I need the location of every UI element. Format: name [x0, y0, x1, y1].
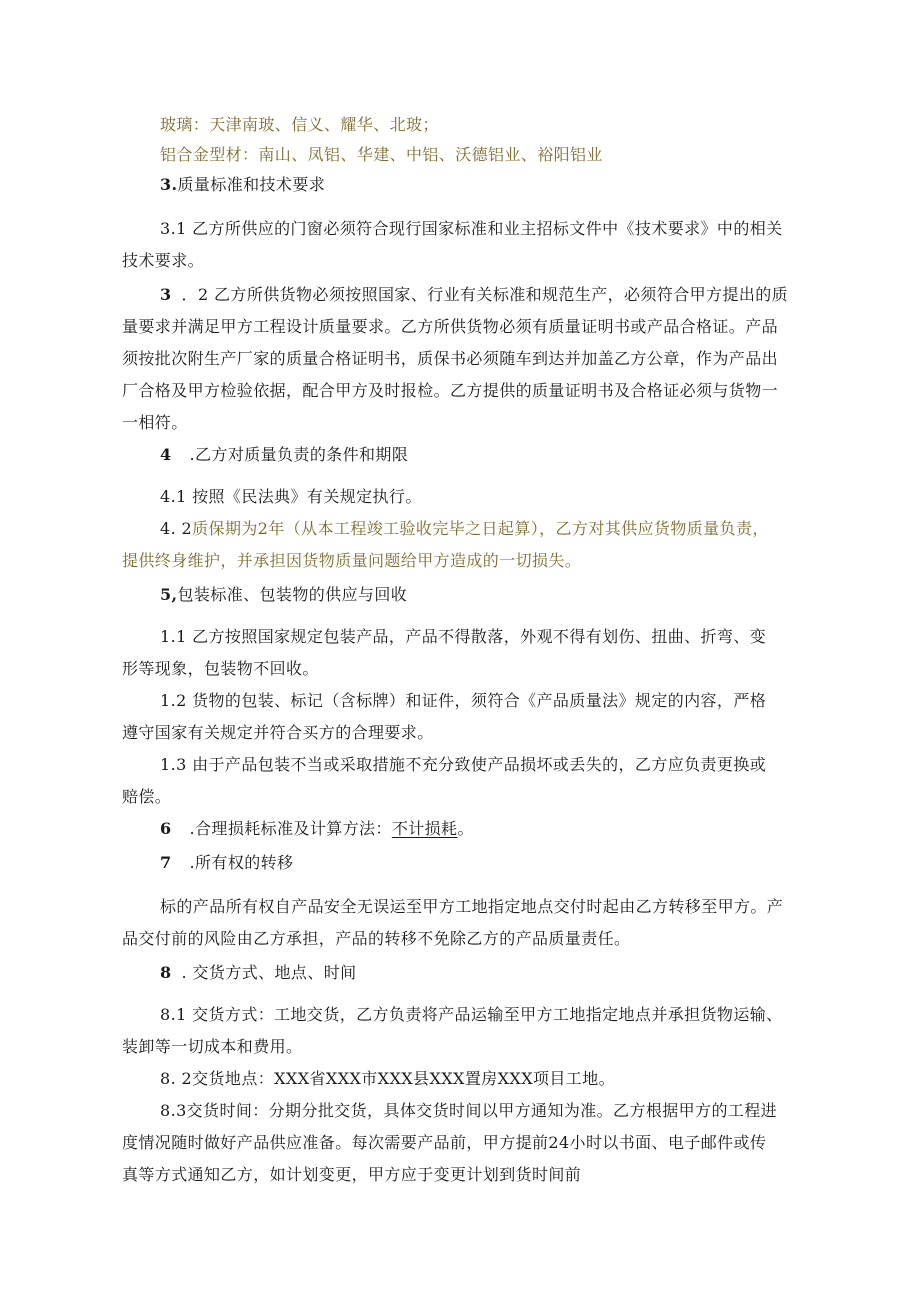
clause-4-2-line-1 — [160, 519, 769, 539]
clause-5-1-2-line-1: 1.2 货物的包装、标记（含标牌）和证件，须符合《产品质量法》规定的内容，严格 — [160, 691, 767, 710]
section-6-end: 。 — [457, 819, 474, 838]
clause-7-line-1: 标的产品所有权自产品安全无误运至甲方工地指定地点交付时起由乙方转移至甲方。产 — [160, 897, 784, 916]
section-3-title: 质量标准和技术要求 — [177, 175, 326, 194]
clause-8-3-line-2: 度情况随时做好产品供应准备。每次需要产品前，甲方提前24小时以书面、电子邮件或传 — [122, 1133, 767, 1152]
section-8-heading — [160, 963, 357, 983]
clause-5-1-2-line-2: 遵守国家有关规定并符合买方的合理要求。 — [122, 723, 434, 742]
section-7-title: .所有权的转移 — [189, 853, 294, 872]
clause-3-2-line-1 — [160, 285, 788, 305]
clause-5-1-3-line-1: 1.3 由于产品包装不当或采取措施不充分致使产品损坏或丢失的，乙方应负责更换或 — [160, 755, 767, 774]
section-4-title: .乙方对质量负责的条件和期限 — [189, 445, 409, 464]
glass-brands: 玻璃：天津南玻、信义、耀华、北玻； — [160, 115, 439, 134]
section-7-number: 7 — [160, 853, 172, 872]
clause-3-2-number: 3 — [160, 285, 172, 304]
clause-8-3-line-1: 8.3交货时间：分期分批交货，具体交货时间以甲方通知为准。乙方根据甲方的工程进 — [160, 1101, 778, 1120]
clause-7-line-2: 品交付前的风险由乙方承担，产品的转移不免除乙方的产品质量责任。 — [122, 929, 631, 948]
section-8-title: . 交货方式、地点、时间 — [181, 963, 357, 982]
clause-3-2-line-4: 厂合格及甲方检验依据，配合甲方及时报检。乙方提供的质量证明书及合格证必须与货物一 — [122, 381, 779, 400]
section-5-title: 包装标准、包装物的供应与回收 — [177, 585, 408, 604]
section-7-heading — [160, 853, 293, 873]
section-6-number: 6 — [160, 819, 172, 838]
clause-5-1-1-line-1: 1.1 乙方按照国家规定包装产品，产品不得散落，外观不得有划伤、扭曲、折弯、变 — [160, 627, 767, 646]
clause-3-2-line-3: 须按批次附生产厂家的质量合格证明书，质保书必须随车到达并加盖乙方公章，作为产品出 — [122, 349, 779, 368]
clause-8-1-line-1: 8.1 交货方式：工地交货，乙方负责将产品运输至甲方工地指定地点并承担货物运输、 — [160, 1005, 783, 1024]
clause-8-3-line-3: 真等方式通知乙方，如计划变更，甲方应于变更计划到货时间前 — [122, 1165, 582, 1184]
section-8-number: 8 — [160, 963, 172, 982]
section-6-title: .合理损耗标准及计算方法： — [189, 819, 392, 838]
clause-3-1-line-2: 技术要求。 — [122, 251, 205, 270]
section-3-heading — [160, 175, 325, 195]
loss-standard-value: 不计损耗 — [391, 819, 458, 838]
clause-3-2-line-5: 一相符。 — [122, 413, 188, 432]
clause-3-2-line-2: 量要求并满足甲方工程设计质量要求。乙方所供货物必须有质量证明书或产品合格证。产品 — [122, 317, 779, 336]
clause-8-2: 8. 2交货地点：XXX省XXX市XXX县XXX置房XXX项目工地。 — [160, 1069, 615, 1088]
section-3-number: 3. — [160, 175, 178, 194]
clause-3-2-text: ．2 乙方所供货物必须按照国家、行业有关标准和规范生产，必须符合甲方提出的质 — [181, 285, 789, 304]
clause-4-2-number: 4. 2 — [160, 519, 193, 538]
section-4-heading — [160, 445, 408, 465]
section-5-heading — [160, 585, 407, 605]
clause-5-1-1-line-2: 形等现象，包装物不回收。 — [122, 659, 319, 678]
section-5-number: 5, — [160, 585, 178, 604]
clause-4-2-text: 质保期为2年（从本工程竣工验收完毕之日起算），乙方对其供应货物质量负责， — [192, 519, 769, 538]
clause-4-2-line-2: 提供终身维护，并承担因货物质量问题给甲方造成的一切损失。 — [122, 551, 582, 570]
clause-5-1-3-line-2: 赔偿。 — [122, 787, 172, 806]
clause-4-1: 4.1 按照《民法典》有关规定执行。 — [160, 487, 422, 506]
clause-3-1-line-1: 3.1 乙方所供应的门窗必须符合现行国家标准和业主招标文件中《技术要求》中的相关 — [160, 219, 783, 238]
aluminum-brands: 铝合金型材：南山、凤铝、华建、中铝、沃德铝业、裕阳铝业 — [160, 145, 603, 164]
clause-8-1-line-2: 装卸等一切成本和费用。 — [122, 1037, 303, 1056]
section-4-number: 4 — [160, 445, 172, 464]
section-6-heading — [160, 819, 474, 839]
